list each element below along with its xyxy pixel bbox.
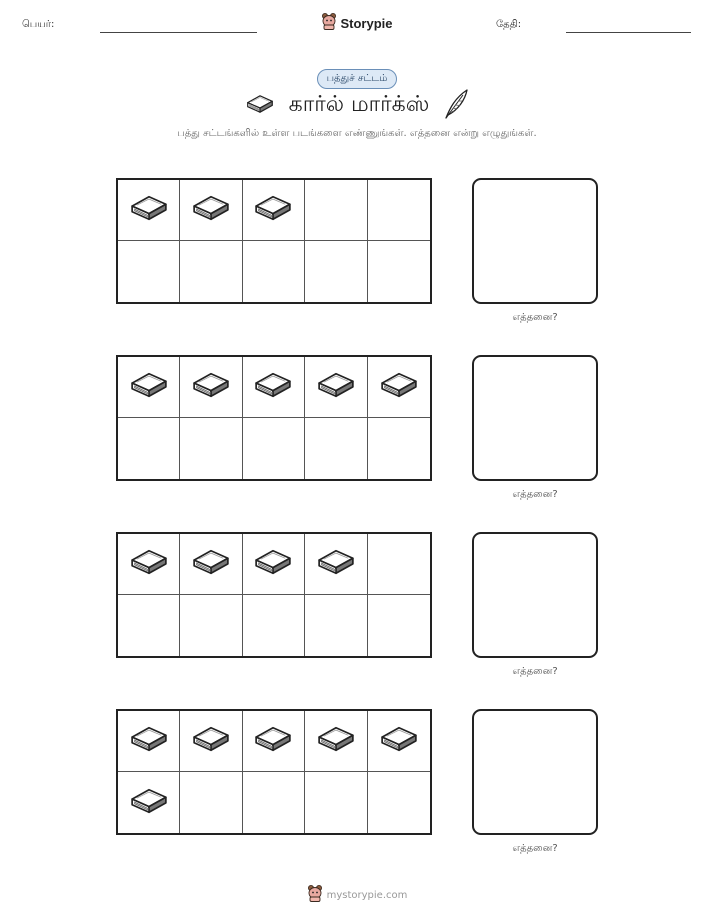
frame-cell (118, 180, 180, 241)
frame-cell (368, 357, 430, 418)
frame-cell (305, 772, 367, 833)
frame-cell (118, 241, 180, 302)
book-icon (128, 724, 170, 758)
frame-cell (243, 772, 305, 833)
frame-cell (180, 711, 242, 772)
book-icon (252, 724, 294, 758)
frame-cell (368, 772, 430, 833)
feather-quill-icon (443, 88, 469, 124)
frame-cell (305, 180, 367, 241)
frame-cell (180, 772, 242, 833)
name-label: பெயர்: (22, 19, 55, 30)
frame-cell (305, 241, 367, 302)
book-icon (190, 370, 232, 404)
frame-cell (305, 534, 367, 595)
frame-cell (118, 595, 180, 656)
answer-label-1: எத்தனை? (512, 312, 558, 323)
frame-cell (180, 241, 242, 302)
ten-frame-2 (116, 355, 432, 481)
book-icon (190, 547, 232, 581)
frame-cell (243, 357, 305, 418)
book-icon (128, 786, 170, 820)
footer (0, 884, 714, 906)
frame-cell (118, 534, 180, 595)
answer-label-3: எத்தனை? (512, 666, 558, 677)
frame-cell (180, 180, 242, 241)
frame-cell (180, 357, 242, 418)
frame-cell (305, 711, 367, 772)
frame-cell (368, 711, 430, 772)
footer-url: mystorypie.com (326, 889, 408, 901)
frame-cell (243, 595, 305, 656)
book-icon (252, 370, 294, 404)
book-icon (128, 193, 170, 227)
book-icon (252, 193, 294, 227)
instructions: பத்து சட்டங்களில் உள்ள படங்களை எண்ணுங்கள். எத்தனை என்று எழுதுங்கள். (177, 128, 537, 139)
storypie-logo-icon (307, 884, 323, 906)
answer-box-1[interactable] (472, 178, 598, 304)
answer-box-3[interactable] (472, 532, 598, 658)
book-icon (315, 724, 357, 758)
frame-cell (118, 357, 180, 418)
badge-wrap (0, 66, 714, 89)
frame-cell (368, 534, 430, 595)
ten-frame-3 (116, 532, 432, 658)
title-row (0, 88, 714, 124)
book-icon (190, 724, 232, 758)
book-icon (315, 370, 357, 404)
book-icon (245, 93, 275, 119)
book-icon (315, 547, 357, 581)
answer-label-2: எத்தனை? (512, 489, 558, 500)
book-icon (128, 370, 170, 404)
frame-cell (368, 180, 430, 241)
frame-cell (368, 595, 430, 656)
worksheet-badge: பத்துச் சட்டம் (317, 69, 398, 89)
frame-cell (305, 418, 367, 479)
frame-cell (243, 180, 305, 241)
ten-frame-1 (116, 178, 432, 304)
frame-cell (180, 418, 242, 479)
frame-cell (243, 534, 305, 595)
book-icon (378, 724, 420, 758)
frame-cell (243, 241, 305, 302)
answer-box-4[interactable] (472, 709, 598, 835)
book-icon (252, 547, 294, 581)
worksheet-title: கார்ல் மார்க்ஸ் (288, 92, 430, 117)
frame-cell (180, 534, 242, 595)
storypie-logo-icon (321, 12, 337, 34)
frame-cell (118, 711, 180, 772)
brand (0, 12, 714, 34)
frame-cell (305, 595, 367, 656)
frame-cell (118, 418, 180, 479)
answer-label-4: எத்தனை? (512, 843, 558, 854)
frame-cell (118, 772, 180, 833)
answer-box-2[interactable] (472, 355, 598, 481)
date-label: தேதி: (496, 19, 522, 30)
book-icon (378, 370, 420, 404)
frame-cell (368, 241, 430, 302)
book-icon (190, 193, 232, 227)
frame-cell (305, 357, 367, 418)
ten-frame-4 (116, 709, 432, 835)
date-line (566, 32, 691, 33)
brand-name: Storypie (340, 15, 393, 31)
frame-cell (243, 418, 305, 479)
book-icon (128, 547, 170, 581)
frame-cell (180, 595, 242, 656)
frame-cell (243, 711, 305, 772)
frame-cell (368, 418, 430, 479)
